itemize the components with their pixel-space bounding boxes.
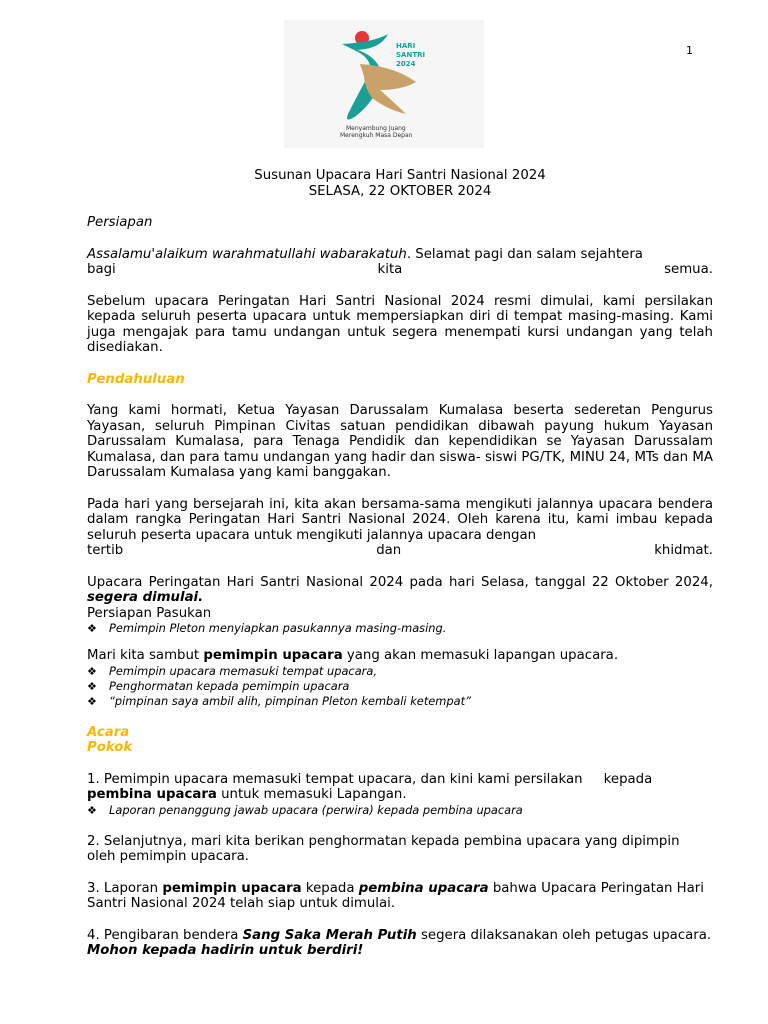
item1-bullet-list	[87, 803, 713, 818]
hari-santri-logo	[284, 20, 484, 148]
word-dan: dan	[376, 543, 402, 558]
historic-day-last-line	[87, 543, 713, 559]
document-title: Susunan Upacara Hari Santri Nasional 2024	[254, 168, 546, 183]
agenda-item-3	[87, 881, 713, 912]
welcome-leader-paragraph	[87, 648, 713, 664]
item4-text-a: 4. Pengibaran bendera	[87, 927, 243, 943]
greeting-paragraph	[87, 247, 713, 263]
greeting-word-bagi: bagi	[87, 262, 116, 277]
leader-bullet-list	[87, 664, 713, 709]
word-tertib: tertib	[87, 543, 124, 558]
acara-pokok-heading-line1: Acara	[87, 724, 130, 740]
bullet-diamond-icon: ❖	[87, 679, 97, 693]
list-item	[87, 621, 713, 636]
logo-line2: SANTRI	[396, 51, 426, 59]
list-item	[87, 679, 713, 694]
logo-ribbon-icon	[360, 64, 416, 114]
page-number: 1	[686, 44, 693, 57]
item1-text-b: untuk memasuki Lapangan.	[216, 787, 407, 802]
agenda-item-4	[87, 928, 713, 959]
ceremony-start-bold: segera dimulai.	[87, 590, 204, 605]
greeting-honored-paragraph: Yang kami hormati, Ketua Yayasan Darussalam Kumalasa beserta sederetan Pengurus Yayasan, seluruh Pimpinan Civitas satuan pendidikan dibawah payung hukum Yayasan Darussalam Kumalasa, para Tenaga Pendidik dan kependidikan se Yayasan Darussalam Kumalasa, dan para tamu undangan yang hadir dan siswa- siswi PG/TK, MINU 24, MTs dan MA Darussalam Kumalasa yang kami banggakan.	[87, 403, 713, 480]
logo-graphic	[284, 20, 484, 148]
word-khidmat: khidmat.	[654, 543, 713, 558]
item4-bold2: Mohon kepada hadirin untuk berdiri!	[87, 943, 364, 958]
greeting-word-semua: semua.	[664, 262, 713, 277]
greeting-line2	[87, 262, 713, 278]
logo-tagline2: Merengkuh Masa Depan	[340, 132, 413, 139]
ceremony-start-paragraph	[87, 575, 713, 606]
item3-text-a: 3. Laporan	[87, 880, 163, 896]
pendahuluan-heading: Pendahuluan	[87, 371, 185, 387]
welcome-text-b: yang akan memasuki lapangan upacara.	[342, 648, 619, 663]
bullet-text: Penghormatan kepada pemimpin upacara	[109, 678, 350, 693]
item4-text-b: segera dilaksanakan oleh petugas upacara.	[416, 927, 712, 943]
agenda-item-1	[87, 772, 713, 803]
agenda-item-2: 2. Selanjutnya, mari kita berikan penghormatan kepada pembina upacara yang dipimpin oleh pemimpin upacara.	[87, 833, 697, 864]
item3-text-b: kepada	[301, 880, 359, 896]
logo-line3: 2024	[396, 60, 416, 68]
list-item	[87, 803, 713, 818]
document-body	[87, 168, 713, 959]
bullet-text: Pemimpin upacara memasuki tempat upacara,	[109, 663, 377, 678]
welcome-bold: pemimpin upacara	[203, 648, 343, 663]
item3-bold2: pembina upacara	[358, 880, 489, 896]
item1-bold: pembina upacara	[87, 787, 217, 802]
pleton-bullet-list	[87, 621, 713, 636]
persiapan-heading: Persiapan	[87, 215, 153, 230]
bullet-text: Laporan penanggung jawab upacara (perwira) kepada pembina upacara	[109, 802, 523, 817]
greeting-salam: Assalamu'alaikum warahmatullahi wabarakatuh	[87, 246, 407, 262]
item3-bold1: pemimpin upacara	[162, 880, 302, 896]
bullet-text: “pimpinan saya ambil alih, pimpinan Pleton kembali ketempat”	[109, 693, 471, 708]
bullet-diamond-icon: ❖	[87, 622, 97, 635]
list-item	[87, 664, 713, 679]
welcome-text-a: Mari kita sambut	[87, 648, 204, 663]
bullet-diamond-icon: ❖	[87, 664, 97, 678]
bullet-diamond-icon: ❖	[87, 803, 97, 817]
preparation-paragraph: Sebelum upacara Peringatan Hari Santri Nasional 2024 resmi dimulai, kami persilakan kepada seluruh peserta upacara untuk mempersiapkan diri di tempat masing-masing. Kami juga mengajak para tamu undangan untuk segera menempati kursi undangan yang telah disediakan.	[87, 293, 713, 355]
item1-text-a: 1. Pemimpin upacara memasuki tempat upacara, dan kini kami persilakan kepada	[87, 771, 653, 787]
bullet-text: Pemimpin Pleton menyiapkan pasukannya masing-masing.	[109, 621, 447, 635]
logo-line1: HARI	[396, 42, 416, 50]
ceremony-start-text: Upacara Peringatan Hari Santri Nasional 2024 pada hari Selasa, tanggal 22 Oktober 2024,	[87, 574, 713, 590]
list-item	[87, 694, 713, 709]
bullet-diamond-icon: ❖	[87, 694, 97, 708]
greeting-word-kita: kita	[377, 262, 403, 277]
acara-pokok-heading-line2: Pokok	[87, 740, 133, 755]
item3-text-c: bahwa Upacara Peringatan Hari Santri Nasional 2024 telah siap untuk dimulai.	[87, 880, 704, 911]
document-date: SELASA, 22 OKTOBER 2024	[308, 183, 492, 199]
greeting-rest: . Selamat pagi dan salam sejahtera	[406, 246, 643, 262]
logo-tagline1: Menyambung Juang	[346, 125, 406, 132]
item4-bold1: Sang Saka Merah Putih	[242, 927, 417, 943]
persiapan-pasukan: Persiapan Pasukan	[87, 605, 212, 621]
historic-day-paragraph: Pada hari yang bersejarah ini, kita akan bersama-sama mengikuti jalannya upacara bendera dalam rangka Peringatan Hari Santri Nasional 2024. Oleh karena itu, kami imbau kepada seluruh peserta upacara untuk mengikuti jalannya upacara dengan	[87, 496, 713, 543]
